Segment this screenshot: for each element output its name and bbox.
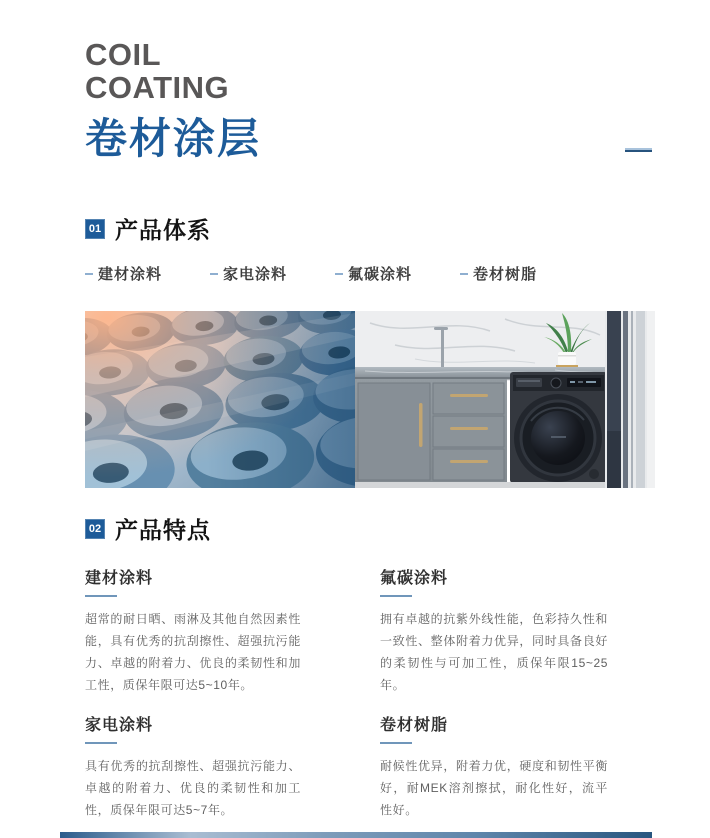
feature-block-building-coatings [85, 565, 380, 696]
section-title: 产品特点 [115, 517, 211, 543]
dash-icon [335, 273, 343, 275]
feature-block-fluorocarbon-coatings [380, 565, 655, 696]
hero-header [85, 38, 261, 161]
heading-underline [380, 595, 412, 597]
decor-dash-icon [625, 148, 652, 152]
feature-title: 建材涂料 [85, 570, 154, 587]
feature-title: 氟碳涂料 [380, 570, 449, 587]
page-title-zh: 卷材涂层 [85, 115, 262, 162]
category-item [85, 263, 162, 284]
footer-accent-bar [60, 832, 652, 838]
feature-block-coil-resin [380, 712, 655, 821]
banner-images [85, 311, 655, 488]
category-item [335, 263, 412, 284]
category-item [210, 263, 287, 284]
category-label: 氟碳涂料 [348, 266, 413, 283]
category-label: 家电涂料 [223, 266, 288, 283]
feature-description: 耐候性优异，附着力优，硬度和韧性平衡好，耐MEK溶剂擦拭，耐化性好，流平性好。 [380, 759, 608, 817]
feature-block-appliance-coatings [85, 712, 380, 821]
section-header [85, 512, 655, 545]
laundry-room-image [355, 311, 655, 488]
title-en-line1: COIL [85, 37, 162, 72]
category-list [85, 263, 655, 284]
category-label: 建材涂料 [98, 266, 163, 283]
page-title-en [85, 38, 261, 104]
feature-title: 家电涂料 [85, 717, 154, 734]
title-en-line2: COATING [85, 70, 230, 105]
steel-coils-image [85, 311, 355, 488]
section-number-badge: 01 [85, 219, 105, 239]
section-title: 产品体系 [115, 217, 211, 243]
category-label: 卷材树脂 [473, 266, 538, 283]
feature-description: 超常的耐日晒、雨淋及其他自然因素性能，具有优秀的抗刮擦性、超强抗污能力、卓越的附着力、优良的柔韧性和加工性，质保年限可达5~10年。 [85, 612, 301, 692]
section-header [85, 212, 655, 245]
feature-description: 具有优秀的抗刮擦性、超强抗污能力、卓越的附着力、优良的柔韧性和加工性，质保年限可达5~7年。 [85, 759, 301, 817]
category-item [460, 263, 537, 284]
heading-underline [85, 742, 117, 744]
dash-icon [85, 273, 93, 275]
feature-description: 拥有卓越的抗紫外线性能，色彩持久性和一致性、整体附着力优异，同时具备良好的柔韧性与可加工性，质保年限15~25年。 [380, 612, 608, 692]
dash-icon [460, 273, 468, 275]
heading-underline [85, 595, 117, 597]
section-number-badge: 02 [85, 519, 105, 539]
section-product-features [85, 512, 655, 821]
heading-underline [380, 742, 412, 744]
feature-grid [85, 565, 655, 821]
section-product-system [85, 212, 655, 488]
dash-icon [210, 273, 218, 275]
feature-title: 卷材树脂 [380, 717, 449, 734]
